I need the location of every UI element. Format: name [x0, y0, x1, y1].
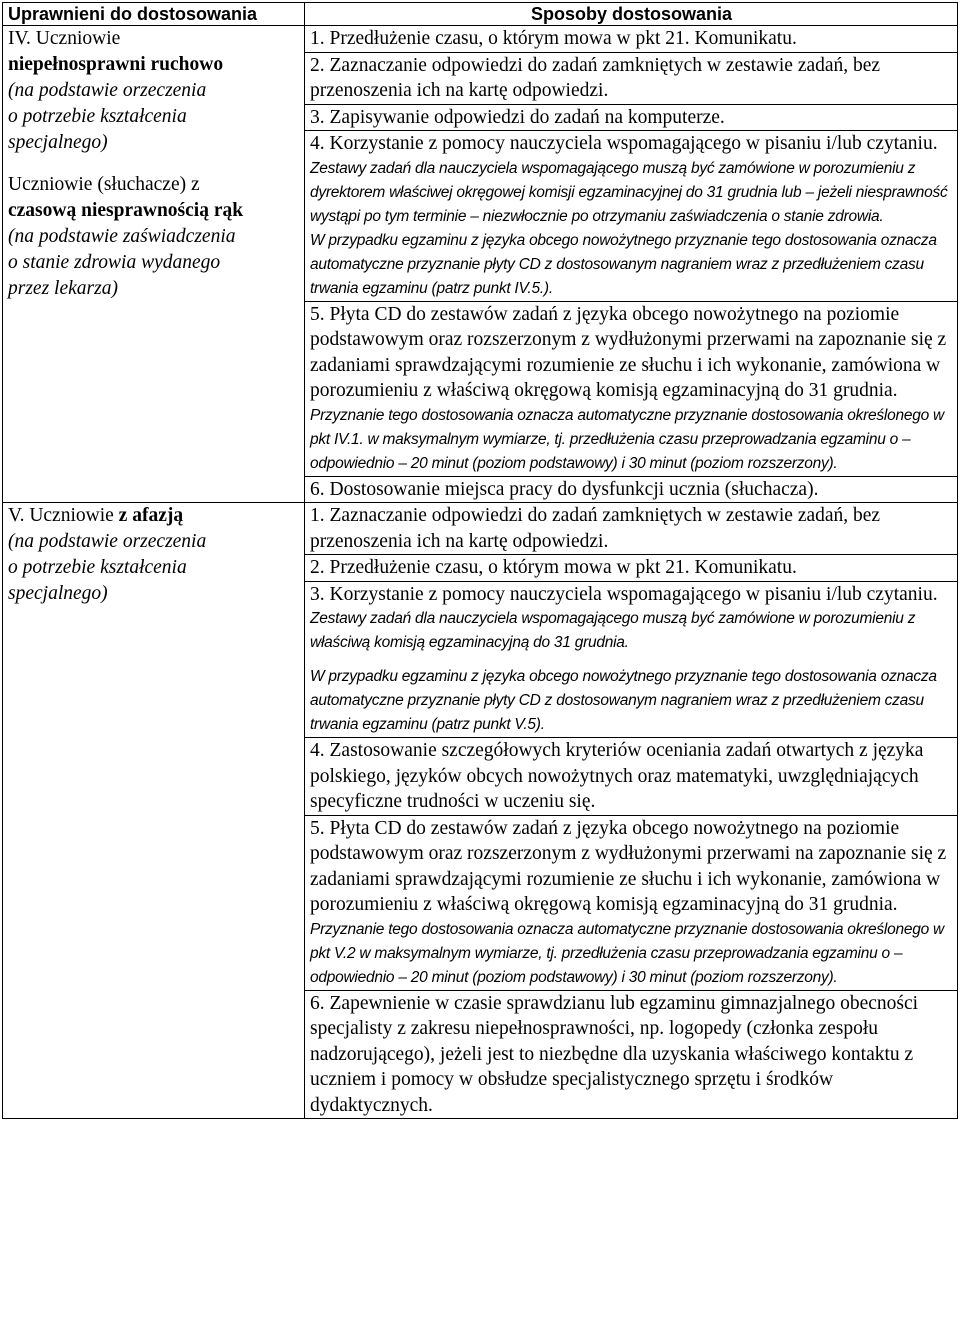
table-row [3, 503, 958, 555]
section-v-category [3, 503, 305, 1119]
item-note: Zestawy zadań dla nauczyciela wspomagającego muszą być zamówione w porozumieniu z dyrektorem właściwej okręgowej komisji egzaminacyjnej do 31 grudnia lub – jeżeli niesprawność wystąpi po tym terminie – niezwłocznie po otrzymaniu zaświadczenia o stanie zdrowia. [310, 159, 948, 225]
category-line: czasową niesprawnością rąk [8, 200, 244, 221]
item-text: 1. Przedłużenie czasu, o którym mowa w pkt 21. Komunikatu. [310, 28, 797, 49]
list-item [305, 815, 958, 990]
category-line: Uczniowie (słuchacze) z [8, 174, 200, 195]
category-line: o potrzebie kształcenia [8, 106, 187, 127]
category-line: specjalnego) [8, 583, 108, 604]
list-item [305, 738, 958, 816]
category-line: IV. Uczniowie [8, 28, 121, 49]
item-note: Zestawy zadań dla nauczyciela wspomagającego muszą być zamówione w porozumieniu z właściwą komisją egzaminacyjną do 31 grudnia. [310, 610, 916, 651]
item-text: 6. Zapewnienie w czasie sprawdzianu lub egzaminu gimnazjalnego obecności specjalisty z zakresu niepełnosprawności, np. logopedy (członka zespołu nadzorującego), jeżeli jest to niezbędne dla uzyskania właściwego kontaktu z uczniem i pomocy w obsłudze specjalistycznego sprzętu i środków dydaktycznych. [310, 992, 919, 1116]
item-text: 4. Zastosowanie szczegółowych kryteriów oceniania zadań otwartych z języka polskiego, języków obcych nowożytnych oraz matematyki, uwzględniających specyficzne trudności w uczeniu się. [310, 740, 924, 812]
category-group-motor [8, 26, 300, 156]
category-group-aphasia [8, 503, 300, 607]
list-item [305, 990, 958, 1119]
item-note: Przyznanie tego dostosowania oznacza automatyczne przyznanie dostosowania określonego w pkt V.2 w maksymalnym wymiarze, tj. przedłużenia czasu przeprowadzania egzaminu o – odpowiednio – 20 minut (poziom podstawowy) i 30 minut (poziom rozszerzony). [310, 920, 944, 986]
item-note: Przyznanie tego dostosowania oznacza automatyczne przyznanie dostosowania określonego w pkt IV.1. w maksymalnym wymiarze, tj. przedłużenia czasu przeprowadzania egzaminu o – odpowiednio – 20 minut (poziom podstawowy) i 30 minut (poziom rozszerzony). [310, 406, 944, 472]
section-iv-category [3, 26, 305, 503]
category-line [8, 503, 300, 529]
item-text: 2. Zaznaczanie odpowiedzi do zadań zamkniętych w zestawie zadań, bez przenoszenia ich na kartę odpowiedzi. [310, 54, 881, 101]
item-text: 2. Przedłużenie czasu, o którym mowa w pkt 21. Komunikatu. [310, 557, 797, 578]
category-line: (na podstawie orzeczenia [8, 80, 207, 101]
header-entitled: Uprawnieni do dostosowania [3, 3, 305, 26]
list-item [305, 26, 958, 53]
item-text: 3. Zapisywanie odpowiedzi do zadań na komputerze. [310, 106, 725, 128]
table-header-row [3, 3, 958, 26]
category-prefix: V. Uczniowie [8, 505, 119, 526]
list-item [305, 555, 958, 582]
category-line: specjalnego) [8, 132, 108, 153]
item-text: 6. Dostosowanie miejsca pracy do dysfunkcji ucznia (słuchacza). [310, 478, 819, 500]
category-emphasis: z afazją [118, 505, 184, 526]
category-group-hands [8, 172, 300, 302]
item-text: 4. Korzystanie z pomocy nauczyciela wspomagającego w pisaniu i/lub czytaniu. [310, 133, 938, 154]
list-item [305, 104, 958, 131]
list-item [305, 301, 958, 476]
item-text: 1. Zaznaczanie odpowiedzi do zadań zamkniętych w zestawie zadań, bez przenoszenia ich na kartę odpowiedzi. [310, 505, 881, 552]
item-note: W przypadku egzaminu z języka obcego nowożytnego przyznanie tego dostosowania oznacza automatyczne przyznanie płyty CD z dostosowanym nagraniem wraz z przedłużeniem czasu trwania egzaminu (patrz punkt IV.5.). [310, 231, 937, 297]
list-item [305, 52, 958, 104]
category-line: o stanie zdrowia wydanego [8, 252, 221, 273]
list-item [305, 131, 958, 302]
item-text: 5. Płyta CD do zestawów zadań z języka obcego nowożytnego na poziomie podstawowym oraz rozszerzonym z wydłużonymi przerwami na zapoznanie się z zadaniami sprawdzającymi rozumienie ze słuchu i ich wykonanie, zamówiona w porozumieniu z właściwą okręgową komisją egzaminacyjną do 31 grudnia. [310, 817, 947, 915]
list-item [305, 476, 958, 503]
accommodations-table [2, 2, 958, 1119]
list-item [305, 503, 958, 555]
category-line: (na podstawie zaświadczenia [8, 226, 236, 247]
category-line: niepełnosprawni ruchowo [8, 54, 224, 75]
document-page [2, 2, 957, 1318]
category-line: o potrzebie kształcenia [8, 557, 187, 578]
item-text: 3. Korzystanie z pomocy nauczyciela wspomagającego w pisaniu i/lub czytaniu. [310, 583, 938, 605]
item-text: 5. Płyta CD do zestawów zadań z języka obcego nowożytnego na poziomie podstawowym oraz rozszerzonym z wydłużonymi przerwami na zapoznanie się z zadaniami sprawdzającymi rozumienie ze słuchu i ich wykonanie, zamówiona w porozumieniu z właściwą okręgową komisją egzaminacyjną do 31 grudnia. [310, 303, 947, 401]
category-line: przez lekarza) [8, 278, 118, 299]
header-methods: Sposoby dostosowania [305, 3, 958, 26]
list-item [305, 581, 958, 738]
category-line: (na podstawie orzeczenia [8, 531, 207, 552]
table-row [3, 26, 958, 53]
item-note: W przypadku egzaminu z języka obcego nowożytnego przyznanie tego dostosowania oznacza automatyczne przyznanie płyty CD z dostosowanym nagraniem wraz z przedłużeniem czasu trwania egzaminu (patrz punkt V.5). [310, 668, 937, 733]
